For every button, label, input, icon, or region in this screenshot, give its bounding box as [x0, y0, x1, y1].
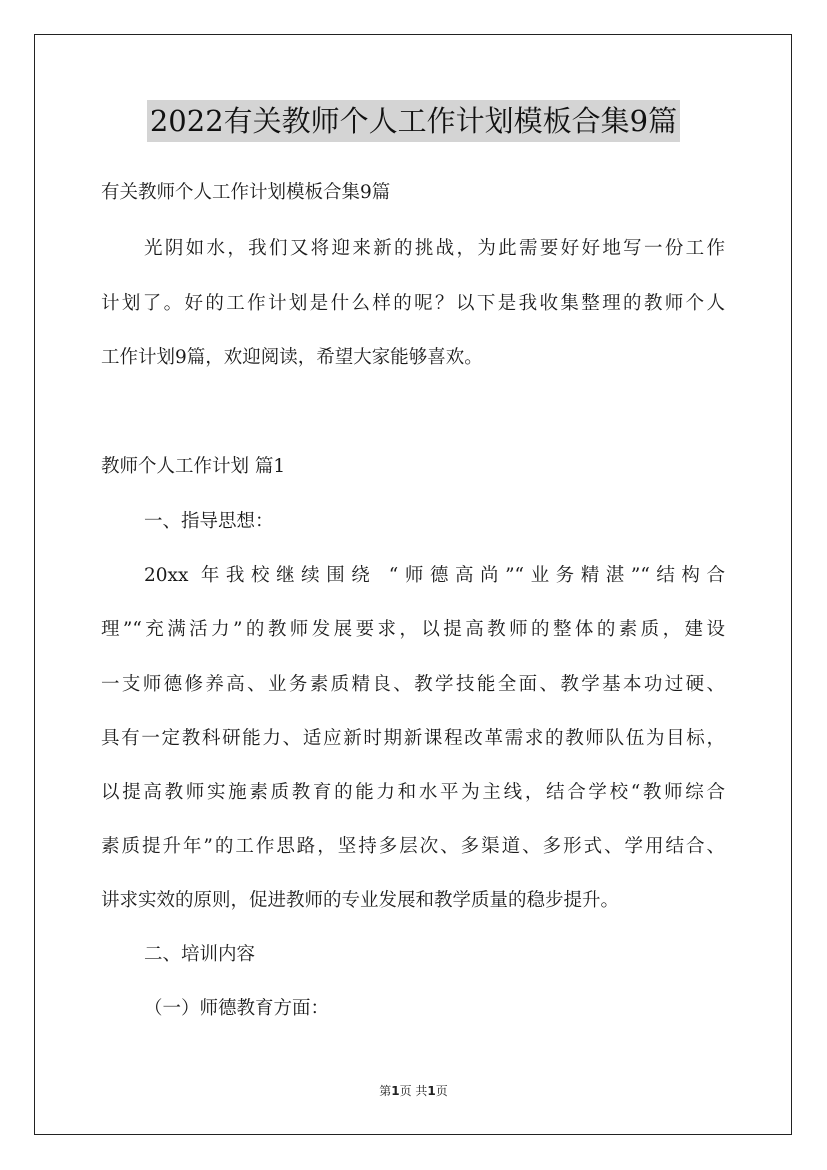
title-container: [0, 100, 827, 142]
part1-line-4: 具有一定教科研能力、适应新时期新课程改革需求的教师队伍为目标，: [101, 728, 725, 749]
document-title: 2022有关教师个人工作计划模板合集9篇: [147, 100, 680, 142]
part1-line-3: 一支师德修养高、业务素质精良、教学技能全面、教学基本功过硬、: [101, 674, 725, 695]
footer-mid: 页 共: [399, 1084, 428, 1098]
intro-line-3: 工作计划9篇，欢迎阅读，希望大家能够喜欢。: [101, 347, 483, 368]
intro-line-1: 光阴如水，我们又将迎来新的挑战，为此需要好好地写一份工作: [144, 238, 725, 259]
part2-heading: 二、培训内容: [144, 944, 256, 965]
part1-heading: 一、指导思想：: [144, 511, 274, 532]
part1-line-6: 素质提升年”的工作思路，坚持多层次、多渠道、多形式、学用结合、: [101, 836, 725, 857]
document-subtitle: 有关教师个人工作计划模板合集9篇: [101, 182, 391, 203]
part1-line-2: 理”“充满活力”的教师发展要求，以提高教师的整体的素质，建设: [101, 619, 725, 640]
footer-page-total: 1: [427, 1084, 436, 1098]
footer-page-number: 1: [391, 1084, 400, 1098]
intro-line-2: 计划了。好的工作计划是什么样的呢？以下是我收集整理的教师个人: [101, 293, 725, 314]
footer-suffix: 页: [435, 1084, 448, 1098]
page-footer: [0, 1083, 827, 1099]
part1-line-5: 以提高教师实施素质教育的能力和水平为主线，结合学校“教师综合: [101, 782, 725, 803]
section-heading: 教师个人工作计划 篇1: [101, 456, 286, 477]
part1-line-1: 20xx 年我校继续围绕 “师德高尚”“业务精湛”“结构合: [144, 565, 725, 586]
part2-sub-heading: （一）师德教育方面：: [144, 998, 330, 1019]
part1-line-7: 讲求实效的原则，促进教师的专业发展和教学质量的稳步提升。: [101, 890, 620, 911]
footer-prefix: 第: [379, 1084, 392, 1098]
